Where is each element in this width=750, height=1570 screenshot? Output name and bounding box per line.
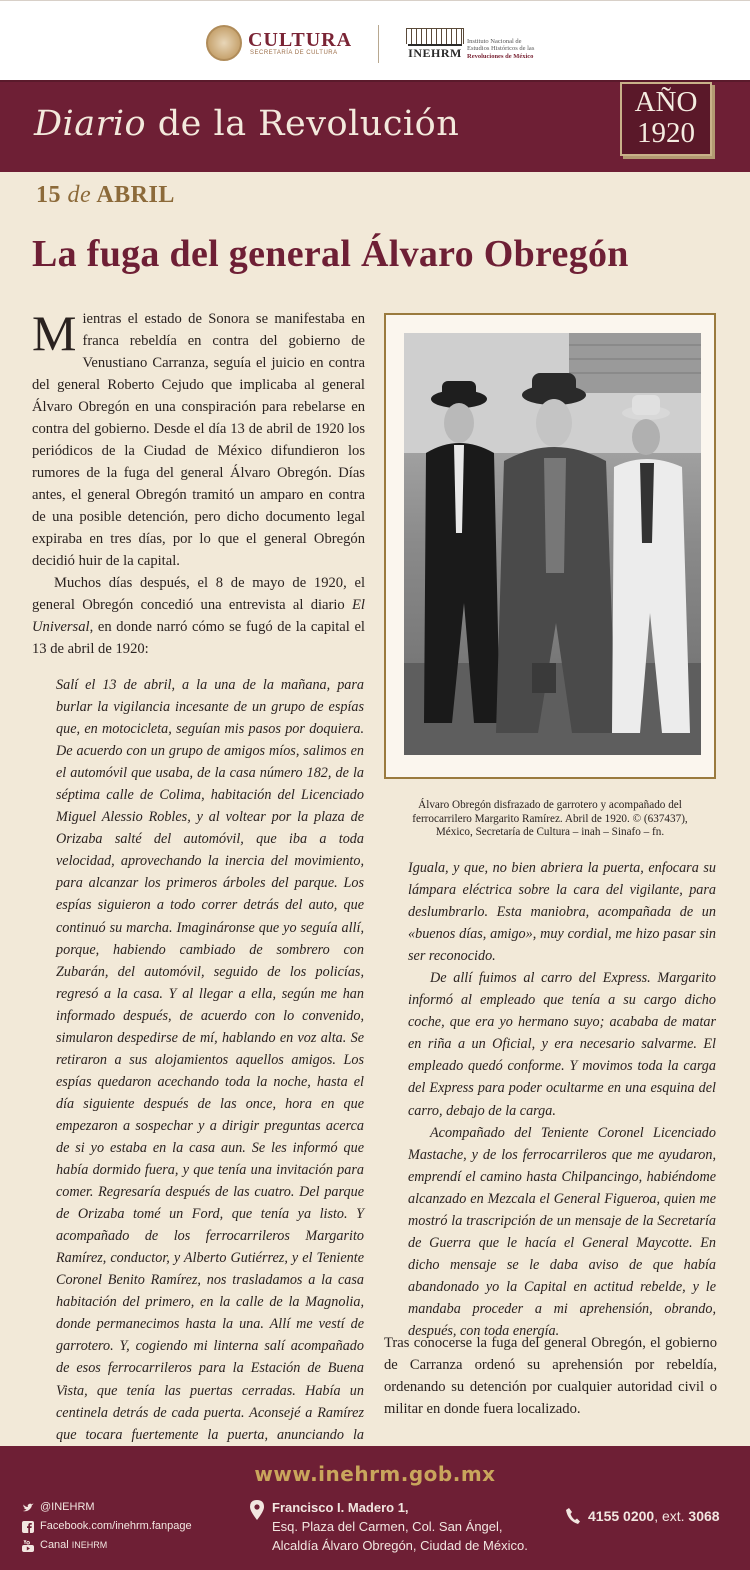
quote-right-paragraph-2: De allí fuimos al carro del Express. Margarito informó al empleado que tenía a su cargo dicho coche, que era yo hermano suyo; acababa de matar en riña a un Oficial, y era necesario salvarme. El empleado quedó conforme. Y movimos toda la carga del Express para poder ocultarme en una esquina del carro, debajo de la carga.	[408, 970, 716, 1119]
facebook-link[interactable]: Facebook.com/inehrm.fanpage	[22, 1517, 192, 1536]
article-body-left	[32, 305, 365, 660]
building-icon	[406, 28, 464, 44]
logo-divider	[378, 25, 379, 63]
facebook-icon	[22, 1521, 34, 1533]
cultura-subtitle: SECRETARÍA DE CULTURA	[250, 50, 338, 56]
phone-block[interactable]: 4155 0200, ext. 3068	[566, 1508, 720, 1524]
article-date: 15 de ABRIL	[36, 182, 175, 208]
inehrm-logo[interactable]	[406, 28, 555, 60]
closing-paragraph: Tras conocerse la fuga del general Obregón, el gobierno de Carranza ordenó su aprehensión por rebeldía, ordenando su detención por cualquier autoridad civil o militar en donde fuera localizado.	[384, 1335, 717, 1417]
year-label: AÑO	[634, 86, 698, 118]
address-line-1: Francisco I. Madero 1,	[272, 1500, 409, 1515]
inehrm-name: INEHRM	[408, 46, 462, 60]
quote-right-paragraph-3: Acompañado del Teniente Coronel Licenciado Mastache, y de los ferrocarrileros que me ayudaron, emprendí el camino hasta Chilpancingo, habiéndome alcanzado en Mezcala el General Figueroa, quien me mostró la trascripción de un mensaje de la Secretaría de Guerra que le hacía el General Maycotte. En dicho mensaje se le daba aviso de que había abandonado yo la Capital en actitud rebelde, y le mandaba proceder a mi aprehensión, obrando, después, con toda energía.	[408, 1124, 716, 1339]
youtube-icon	[22, 1540, 34, 1552]
quote-right	[408, 857, 716, 1342]
social-links	[22, 1498, 192, 1555]
photo-frame	[384, 313, 716, 779]
quote-left: Salí el 13 de abril, a la una de la mañana, para burlar la vigilancia incesante de un grupo de espías que, en motocicleta, seguían mis pasos por doquiera. De acuerdo con un grupo de amigos míos, salimos en el automóvil que usaba, de la casa número 182, de la séptima calle de Colima, habitación del Licenciado Miguel Alessio Robles, y al voltear por la plaza de Orizaba salté del automóvil, que iba a toda velocidad, aprovechando la inercia del movimiento, para alcanzar los primeros árboles del parque. Los espías siguieron a todo correr detrás del auto, que continuó su marcha. Imagináronse que yo seguía allí, porque, habiendo cambiado de sombrero con Zubarán, del automóvil, seguido de los policías, regresó a la casa. Y al llegar a ella, según me han informado después, de acuerdo con lo convenido, simularon despedirse de mí, hablando en voz alta. Se retiraron a sus alojamientos aquellos amigos. Los espías quedaron acechando toda la noche, hasta el día siguiente después de las once, hora en que empezaron a sospechar y a dirigir preguntas acerca de si yo estaba en la casa aun. Se les informó que había dormido fuera, y que tenía una invitación para comer. Regresaría después de las cuatro. Del parque de Orizaba tomé un Ford, que tenía ya listo. Y acompañado de los ferrocarrileros Margarito Ramírez, conductor, y Alberto Gutiérrez, y el Teniente Coronel Benito Ramírez, nos trasladamos a la casa habitación del primero, en la calle de la Magnolia, donde permanecimos hasta la una. Allí me vestí de garrotero. Y, cogiendo mi linterna salí acompañado de esos ferrocarrileros para la Estación de Buena Vista, que tenía las puertas cerradas. Había un centinela detrás de cada puerta. Aconsejé a Ramírez que tocara fuertemente la puerta, anunciando la	[56, 677, 364, 1443]
footer	[0, 1446, 750, 1570]
photo-caption: Álvaro Obregón disfrazado de garrotero y acompañado del ferrocarrilero Margarito Ramírez. Abril de 1920. © (637437), México, Secretaría de Cultura – inah – Sinafo – fn.	[412, 799, 688, 838]
historical-photo	[404, 333, 701, 755]
article-title: La fuga del general Álvaro Obregón	[32, 233, 629, 275]
twitter-icon	[22, 1502, 34, 1514]
twitter-link[interactable]: @INEHRM	[22, 1498, 192, 1517]
top-logo-bar	[0, 0, 750, 80]
national-seal-icon	[206, 25, 242, 61]
newspaper-name: El Universal	[32, 597, 365, 635]
inehrm-description: Instituto Nacional de Estudios Históricos de las Revoluciones de México	[467, 37, 535, 60]
address-block	[250, 1498, 528, 1555]
cultura-logo[interactable]	[206, 23, 352, 63]
publication-title: Diario de la Revolución	[34, 104, 460, 144]
drop-cap: M	[32, 305, 77, 361]
year-badge	[620, 82, 712, 156]
paragraph-2: Muchos días después, el 8 de mayo de 1920, el general Obregón concedió una entrevista al diario El Universal, en donde narró cómo se fugó de la capital el 13 de abril de 1920:	[32, 575, 365, 657]
year-value: 1920	[637, 117, 695, 149]
address-line-2: Esq. Plaza del Carmen, Col. San Ángel,	[272, 1519, 503, 1534]
address-line-3: Alcaldía Álvaro Obregón, Ciudad de México.	[272, 1538, 528, 1553]
phone-icon	[566, 1508, 580, 1524]
cultura-name: CULTURA	[248, 29, 353, 51]
quote-right-paragraph-1: Iguala, y que, no bien abriera la puerta, enfocara su lámpara eléctrica sobre la cara del vigilante, para deslumbrarlo. Esta maniobra, acompañada de un «buenos días, amigo», muy cordial, me hizo pasar sin ser reconocido.	[408, 860, 716, 965]
map-pin-icon	[250, 1500, 264, 1520]
youtube-link[interactable]: Canal INEHRM	[22, 1536, 192, 1555]
paragraph-1: Mientras el estado de Sonora se manifestaba en franca rebeldía en contra del gobierno de Venustiano Carranza, seguía el juicio en contra del general Roberto Cejudo que implicaba al general Álvaro Obregón en una conspiración para rebelarse en contra del gobierno. Desde el día 13 de abril de 1920 los periódicos de la Ciudad de México difundieron los rumores de la fuga del general Álvaro Obregón. Días antes, el general Obregón tramitó un amparo en contra de una posible detención, pero dicho documento legal expiraba en tres días, por lo que el general Obregón decidió huir de la capital.	[32, 305, 365, 569]
website-link[interactable]: www.inehrm.gob.mx	[254, 1462, 496, 1486]
